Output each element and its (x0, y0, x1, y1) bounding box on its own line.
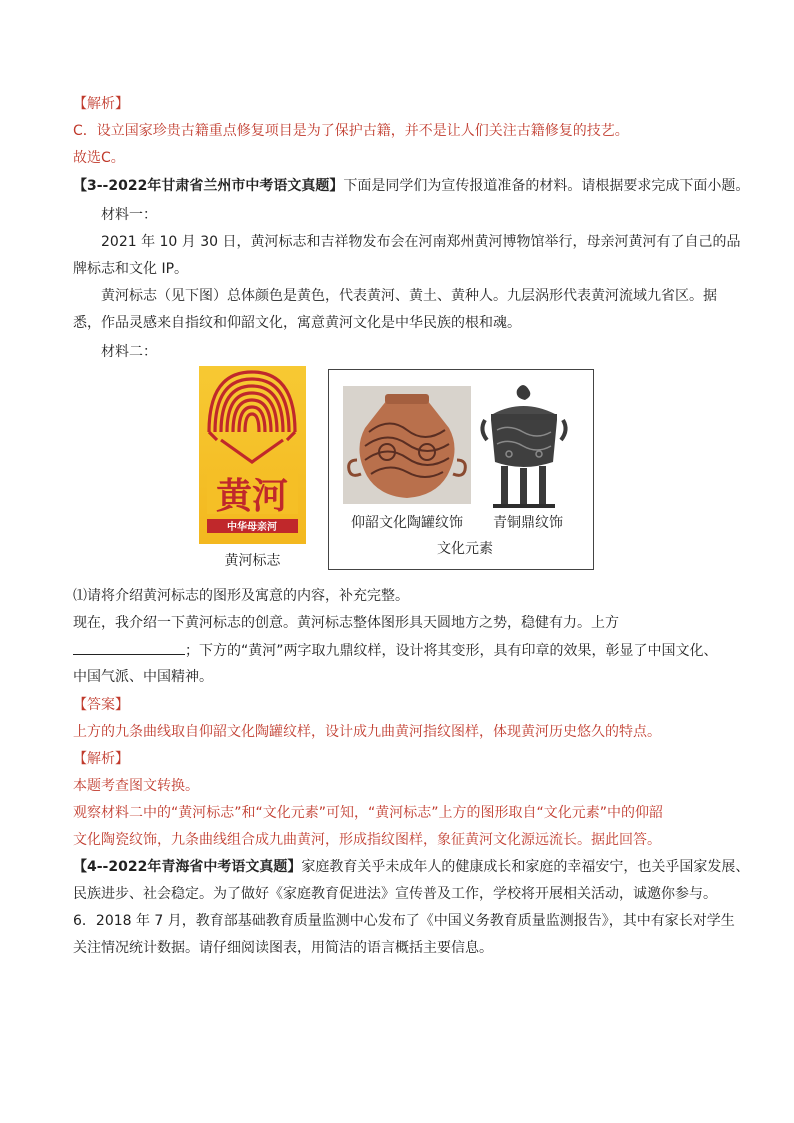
logo-characters: 黄河 (215, 475, 289, 517)
analysis-heading: 【解析】 (73, 96, 129, 112)
material-1-paragraph: 牌标志和文化 IP。 (73, 261, 189, 277)
yellow-river-logo (199, 366, 306, 544)
answer-heading: 【答案】 (73, 697, 129, 713)
cultural-elements-figure (328, 369, 594, 570)
bronze-ding-icon (482, 385, 565, 508)
sub-question-text: 中国气派、中国精神。 (73, 669, 213, 685)
question-6-text: 6．2018 年 7 月，教育部基础教育质量监测中心发布了《中国义务教育质量监测报告》，其中有家长对学生 (73, 913, 735, 929)
question-intro: 下面是同学们为宣传报道准备的材料。请根据要求完成下面小题。 (343, 178, 750, 194)
material-1-label: 材料一： (101, 207, 157, 223)
answer-blank[interactable] (73, 640, 185, 655)
cultural-elements-caption: 文化元素 (437, 541, 493, 557)
pottery-caption: 仰韶文化陶罐纹饰 (351, 515, 463, 531)
material-1-paragraph: 黄河标志（见下图）总体颜色是黄色，代表黄河、黄土、黄种人。九层涡形代表黄河流域九省区。据 (101, 288, 717, 304)
logo-slogan: 中华母亲河 (227, 522, 277, 533)
analysis-heading: 【解析】 (73, 751, 129, 767)
fingerprint-pattern (199, 366, 306, 544)
material-1-paragraph: 2021 年 10 月 30 日，黄河标志和吉祥物发布会在河南郑州黄河博物馆举行，母亲河黄河有了自己的品 (101, 234, 741, 250)
question-4-header (73, 857, 749, 877)
analysis-conclusion: 故选C。 (73, 150, 125, 166)
sub-question-prompt: ⑴请将介绍黄河标志的图形及寓意的内容，补充完整。 (73, 588, 409, 604)
question-source: 【3--2022年甘肃省兰州市中考语文真题】 (73, 178, 344, 194)
analysis-text: C．设立国家珍贵古籍重点修复项目是为了保护古籍，并不是让人们关注古籍修复的技艺。 (73, 123, 629, 139)
question-source: 【4--2022年青海省中考语文真题】 (73, 859, 302, 875)
analysis-text: 本题考查图文转换。 (73, 778, 199, 794)
analysis-text: 文化陶瓷纹饰，九条曲线组合成九曲黄河，形成指纹图样，象征黄河文化源远流长。据此回答。 (73, 832, 661, 848)
question-3-header (73, 176, 749, 196)
sub-question-continuation: ；下方的“黄河”两字取九鼎纹样，设计将其变形，具有印章的效果，彰显了中国文化、 (185, 643, 718, 659)
analysis-text: 观察材料二中的“黄河标志”和“文化元素”可知，“黄河标志”上方的图形取自“文化元素”中的仰韶 (73, 805, 664, 821)
question-4-text: 民族进步、社会稳定。为了做好《家庭教育促进法》宣传普及工作，学校将开展相关活动，诚邀你参与。 (73, 886, 717, 902)
question-intro: 家庭教育关乎未成年人的健康成长和家庭的幸福安宁，也关乎国家发展、 (301, 859, 750, 875)
sub-question-text (73, 640, 718, 661)
answer-text: 上方的九条曲线取自仰韶文化陶罐纹样，设计成九曲黄河指纹图样，体现黄河历史悠久的特点。 (73, 724, 661, 740)
logo-caption: 黄河标志 (224, 553, 281, 569)
question-6-text: 关注情况统计数据。请仔细阅读图表，用简洁的语言概括主要信息。 (73, 940, 493, 956)
sub-question-text: 现在，我介绍一下黄河标志的创意。黄河标志整体图形具天圆地方之势，稳健有力。上方 (73, 615, 619, 631)
material-2-label: 材料二： (101, 344, 157, 360)
cultural-elements-images (329, 370, 593, 569)
bronze-ding-caption: 青铜鼎纹饰 (493, 515, 563, 531)
material-1-paragraph: 悉，作品灵感来自指纹和仰韶文化，寓意黄河文化是中华民族的根和魂。 (73, 315, 521, 331)
